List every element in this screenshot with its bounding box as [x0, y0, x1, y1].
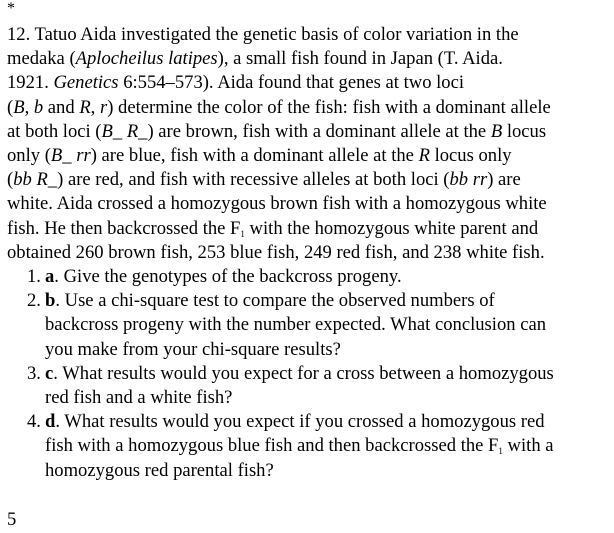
italic-text: Aplocheilus latipes	[75, 48, 218, 70]
sub-question-list	[7, 265, 612, 483]
sub-question	[7, 265, 612, 289]
problem-line: (bb R_) are red, and fish with recessive alleles at both loci (bb rr) are	[7, 169, 521, 191]
sub-question-number: 4.	[27, 411, 41, 433]
italic-text: bb R	[13, 169, 48, 191]
italic-text: B	[101, 120, 113, 142]
problem-line: white. Aida crossed a homozygous brown fish with a homozygous white	[7, 193, 547, 215]
part-letter: a	[45, 266, 55, 287]
asterisk-marker: *	[7, 0, 15, 17]
problem-line: medaka (Aplocheilus latipes), a small fish found in Japan (T. Aida.	[7, 48, 503, 70]
problem-line: 12. Tatuo Aida investigated the genetic basis of color variation in the	[7, 24, 519, 45]
italic-text: R	[79, 96, 91, 118]
part-letter: b	[45, 290, 56, 312]
italic-text: Genetics	[53, 72, 119, 94]
italic-text: R	[418, 144, 430, 166]
problem-12-text	[7, 23, 607, 265]
sub-question	[7, 362, 612, 410]
sub-question	[7, 289, 612, 362]
italic-text: R	[126, 120, 139, 142]
page-number: 5	[7, 509, 17, 530]
italic-text: rr	[76, 144, 91, 166]
sub-question-line: d. What results would you expect if you crossed a homozygous red	[45, 411, 545, 433]
part-letter: d	[45, 411, 56, 433]
sub-question-line: backcross progeny with the number expected. What conclusion can	[45, 314, 547, 336]
sub-question-line: homozygous red parental fish?	[45, 459, 274, 481]
subscript: 1	[240, 228, 245, 239]
sub-question-number: 1.	[27, 266, 41, 287]
problem-line: 1921. Genetics 6:554–573). Aida found that genes at two loci	[7, 72, 465, 94]
sub-question-line: b. Use a chi-square test to compare the observed numbers of	[45, 290, 495, 312]
sub-question-line: red fish and a white fish?	[45, 386, 233, 408]
sub-question-line: a. Give the genotypes of the backcross progeny.	[45, 266, 402, 287]
problem-line: at both loci (B_ R_) are brown, fish with a dominant allele at the B locus	[7, 120, 547, 142]
sub-question-line: c. What results would you expect for a cross between a homozygous	[45, 362, 554, 384]
sub-question-number: 2.	[27, 290, 41, 312]
problem-line: fish. He then backcrossed the $F_1$ with the homozygous white parent and	[7, 217, 539, 239]
problem-line: obtained 260 brown fish, 253 blue fish, 249 red fish, and 238 white fish.	[7, 241, 545, 263]
italic-text: r	[99, 96, 108, 118]
italic-text: B	[490, 120, 503, 142]
sub-question	[7, 410, 612, 483]
subscript: 1	[498, 446, 503, 457]
sub-question-line: fish with a homozygous blue fish and then backcrossed the $F_1$ with a	[45, 435, 554, 457]
part-letter: c	[45, 362, 54, 384]
problem-line: only (B_ rr) are blue, fish with a dominant allele at the R locus only	[7, 144, 512, 166]
italic-text: b	[33, 96, 44, 118]
sub-question-number: 3.	[27, 362, 41, 384]
italic-text: B	[50, 144, 63, 166]
italic-text: bb rr	[449, 169, 488, 191]
problem-line: (B, b and R, r) determine the color of the fish: fish with a dominant allele	[7, 96, 551, 118]
italic-text: B	[13, 96, 25, 118]
sub-question-line: you make from your chi-square results?	[45, 338, 341, 360]
